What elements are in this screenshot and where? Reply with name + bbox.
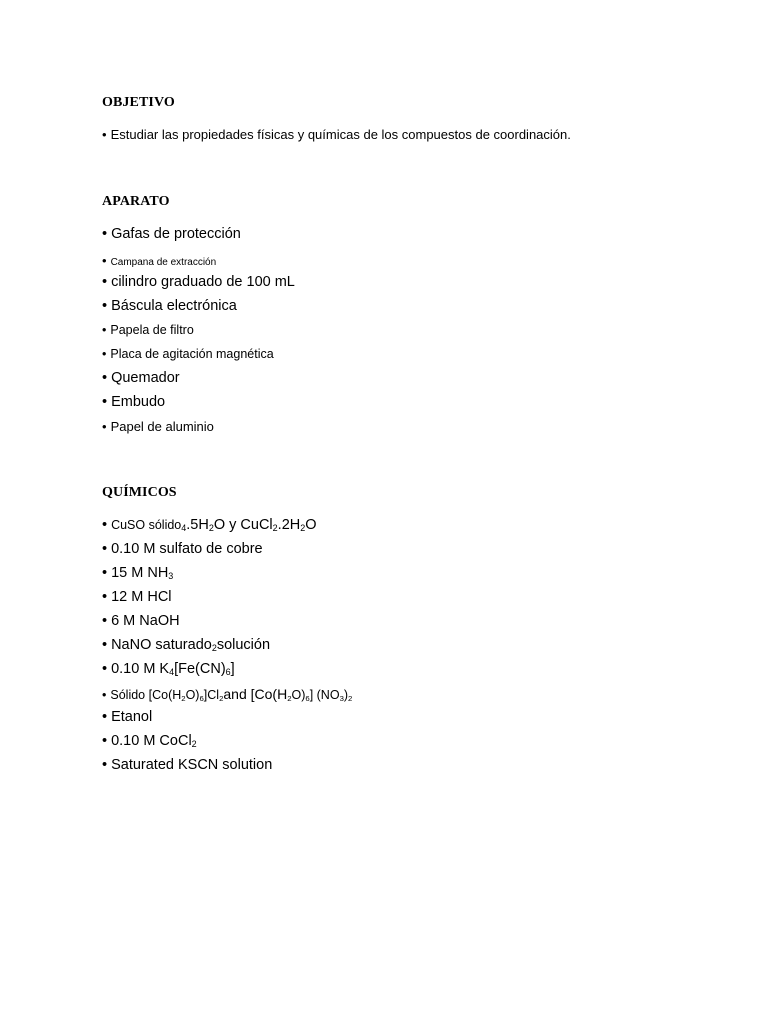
quimicos-item-cocl2: • 0.10 M CoCl$_2$ <box>102 733 197 750</box>
quimicos-item-kscn: • Saturated KSCN solution <box>102 757 273 773</box>
aparato-item-burner: • Quemador <box>102 370 180 386</box>
aparato-item-fume-hood: • Campana de extracción <box>102 253 217 268</box>
quimicos-item-copper-sulfate: • 0.10 M sulfato de cobre <box>102 541 263 557</box>
aparato-item-scale: • Báscula electrónica <box>102 298 237 314</box>
quimicos-item-ferrocyanide: • 0.10 M $K_4[Fe(CN)_6]$ <box>102 661 235 678</box>
bullet: • <box>102 127 107 142</box>
aparato-item-filter-paper: • Papela de filtro <box>102 323 194 337</box>
quimicos-item-ethanol: • Etanol <box>102 709 153 725</box>
aparato-item-graduated-cylinder: • cilindro graduado de 100 mL <box>102 274 295 290</box>
quimicos-item-cobalt-complexes: • Sólido $[Co(H_2O)_6]Cl_2and$ $[Co(H_2O)_6]$ $(NO_3)_2$ <box>102 686 353 703</box>
aparato-item-stir-plate: • Placa de agitación magnética <box>102 347 274 361</box>
quimicos-item-hcl: • 12 M HCl <box>102 589 172 605</box>
objetivo-item: • Estudiar las propiedades físicas y químicas de los compuestos de coordinación. <box>102 127 571 142</box>
quimicos-heading: QUÍMICOS <box>102 485 177 500</box>
aparato-item-goggles: • Gafas de protección <box>102 226 241 242</box>
objetivo-heading: OBJETIVO <box>102 95 175 110</box>
quimicos-item-ammonia: • 15 M $NH_3$ <box>102 565 174 582</box>
quimicos-item-naoh: • 6 M NaOH <box>102 613 180 629</box>
aparato-item-funnel: • Embudo <box>102 394 166 410</box>
aparato-item-foil: • Papel de aluminio <box>102 419 214 434</box>
quimicos-item-copper-salts: • CuSO $sólido_4.5H_2O$ y $CuCl_2.2H_2O$ <box>102 517 317 534</box>
aparato-heading: APARATO <box>102 194 170 209</box>
quimicos-item-nano2: • NaNO saturado$_2$solución <box>102 637 271 654</box>
